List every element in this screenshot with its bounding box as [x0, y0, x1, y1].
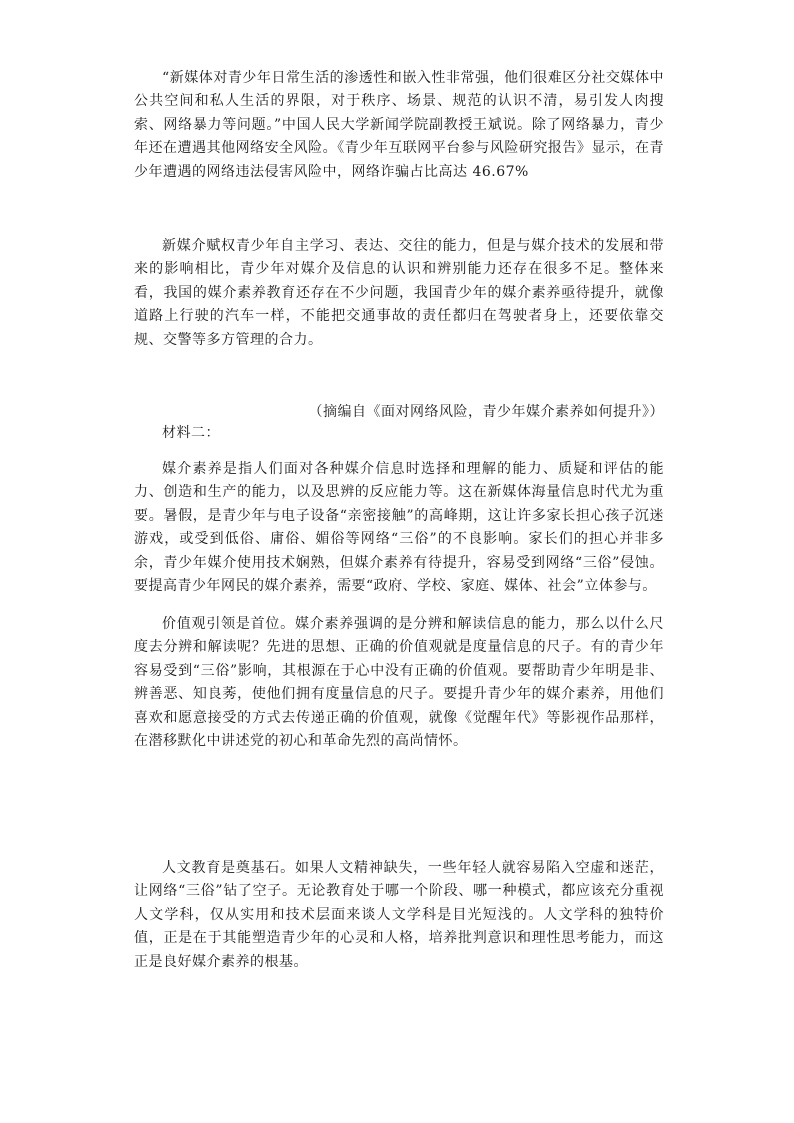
paragraph-media-literacy-definition: 媒介素养是指人们面对各种媒介信息时选择和理解的能力、质疑和评估的能力、创造和生产的能力，以及思辨的反应能力等。这在新媒体海量信息时代尤为重要。暑假，是青少年与电子设备“亲密接触”的高峰期，这让许多家长担心孩子沉迷游戏，或受到低俗、庸俗、媚俗等网络“三俗”的不良影响。家长们的担心并非多余，青少年媒介使用技术娴熟，但媒介素养有待提升，容易受到网络“三俗”侵蚀。要提高青少年网民的媒介素养，需要“政府、学校、家庭、媒体、社会”立体参与。	[134, 461, 664, 595]
source-citation: （摘编自《面对网络风险，青少年媒介素养如何提升》）	[308, 404, 664, 420]
paragraph-new-media-risks: “新媒体对青少年日常生活的渗透性和嵌入性非常强，他们很难区分社交媒体中公共空间和私人生活的界限，对于秩序、场景、规范的认识不清，易引发人肉搜索、网络暴力等问题。”中国人民大学新闻学院副教授王斌说。除了网络暴力，青少年还在遭遇其他网络安全风险。《青少年互联网平台参与风险研究报告》显示，在青少年遭遇的网络违法侵害风险中，网络诈骗占比高达 46.67%	[134, 70, 664, 180]
paragraph-humanities-education: 人文教育是奠基石。如果人文精神缺失，一些年轻人就容易陷入空虚和迷茫，让网络“三俗”钻了空子。无论教育处于哪一个阶段、哪一种模式，都应该充分重视人文学科，仅从实用和技术层面来谈人文学科是目光短浅的。人文学科的独特价值，正是在于其能塑造青少年的心灵和人格，培养批判意识和理性思考能力，而这正是良好媒介素养的根基。	[134, 860, 664, 970]
paragraph-media-empowerment: 新媒介赋权青少年自主学习、表达、交往的能力，但是与媒介技术的发展和带来的影响相比，青少年对媒介及信息的认识和辨别能力还存在很多不足。整体来看，我国的媒介素养教育还存在不少问题，我国青少年的媒介素养亟待提升，就像道路上行驶的汽车一样，不能把交通事故的责任都归在驾驶者身上，还要依靠交规、交警等多方管理的合力。	[134, 238, 664, 348]
paragraph-values-guidance: 价值观引领是首位。媒介素养强调的是分辨和解读信息的能力，那么以什么尺度去分辨和解读呢？先进的思想、正确的价值观就是度量信息的尺子。有的青少年容易受到“三俗”影响，其根源在于心中没有正确的价值观。要帮助青少年明是非、辨善恶、知良莠，使他们拥有度量信息的尺子。要提升青少年的媒介素养，用他们喜欢和愿意接受的方式去传递正确的价值观，就像《觉醒年代》等影视作品那样，在潜移默化中讲述党的初心和革命先烈的高尚情怀。	[134, 616, 664, 750]
material-two-label: 材料二：	[162, 425, 220, 441]
